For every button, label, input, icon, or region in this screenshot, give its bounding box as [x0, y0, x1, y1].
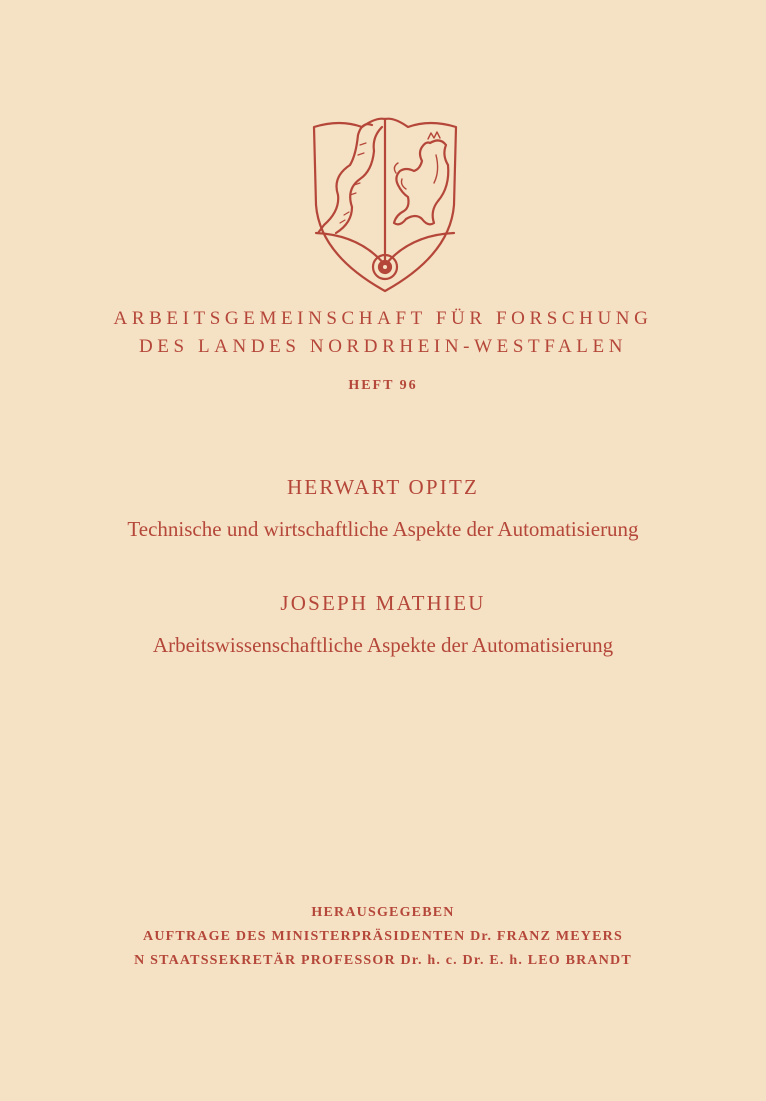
- contribution-title-2: Arbeitswissenschaftliche Aspekte der Automatisierung: [152, 633, 614, 657]
- publisher-line-3: N STAATSSEKRETÄR PROFESSOR Dr. h. c. Dr. E. h. LEO BRANDT: [134, 953, 632, 968]
- series-title-line-1: ARBEITSGEMEINSCHAFT FÜR FORSCHUNG: [113, 308, 653, 329]
- author-name-1: HERWART OPITZ: [286, 475, 480, 499]
- author-name-2: JOSEPH MATHIEU: [280, 591, 486, 615]
- publisher-line-1: HERAUSGEGEBEN: [311, 905, 455, 920]
- nrw-coat-of-arms-icon: [310, 115, 460, 293]
- issue-number: HEFT 96: [348, 378, 418, 393]
- series-title-line-2: DES LANDES NORDRHEIN-WESTFALEN: [138, 336, 628, 357]
- publisher-line-2: AUFTRAGE DES MINISTERPRÄSIDENTEN Dr. FRANZ MEYERS: [143, 929, 623, 944]
- contribution-title-1: Technische und wirtschaftliche Aspekte der Automatisierung: [127, 517, 639, 541]
